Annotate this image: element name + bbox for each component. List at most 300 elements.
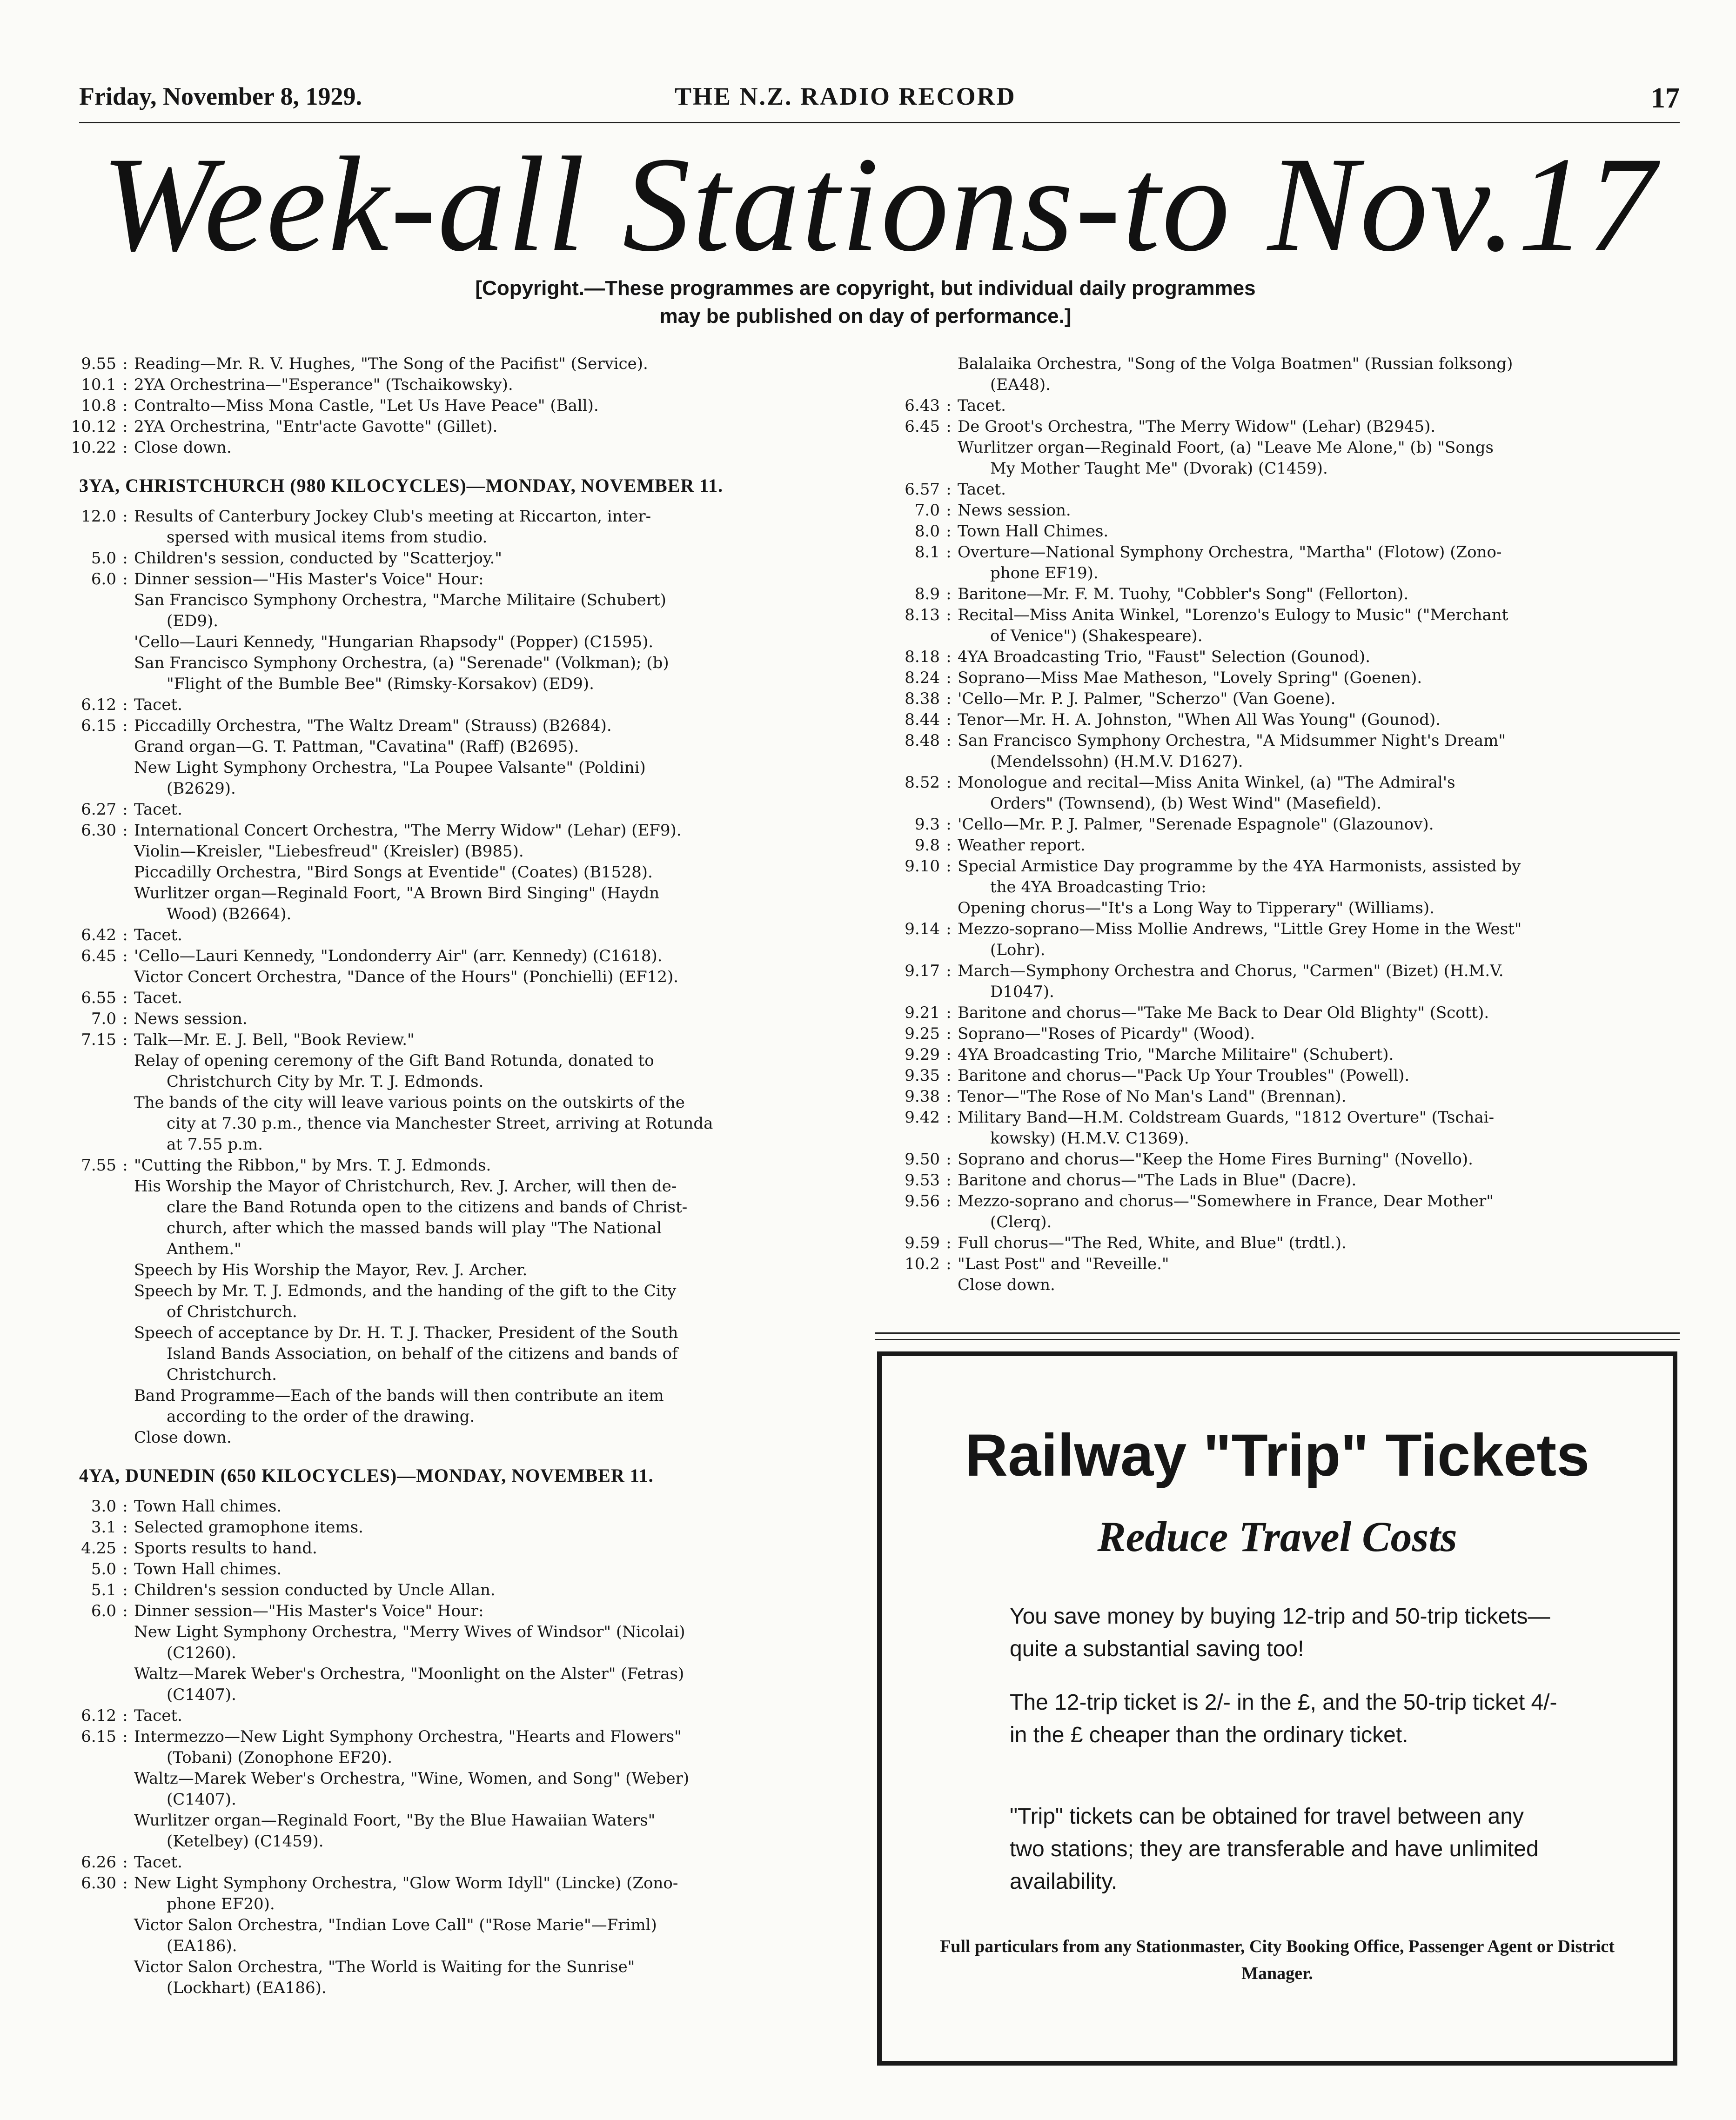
- programme-text: [134, 988, 851, 1009]
- programme-line: 4YA Broadcasting Trio, "Faust" Selection (Gounod).: [958, 648, 1371, 666]
- programme-text: [134, 569, 851, 590]
- programme-subline: Speech of acceptance by Dr. H. T. J. Thacker, President of the South: [134, 1324, 678, 1342]
- programme-item: [875, 1023, 1675, 1044]
- issue-date: Friday, November 8, 1929.: [79, 82, 362, 110]
- programme-item: [875, 835, 1675, 856]
- time-separator: :: [946, 480, 952, 499]
- programme-item: [51, 354, 851, 375]
- programme-time: 7.55: [81, 1156, 116, 1175]
- programme-line: 'Cello—Mr. P. J. Palmer, "Serenade Espagnole" (Glazounov).: [958, 815, 1434, 834]
- programme-item: [875, 668, 1675, 689]
- programme-line: Mezzo-soprano and chorus—"Somewhere in France, Dear Mother": [958, 1192, 1494, 1210]
- header-rule: [79, 122, 1680, 123]
- programme-item: [51, 1030, 851, 1050]
- programme-subline: city at 7.30 p.m., thence via Manchester Street, arriving at Rotunda: [167, 1114, 713, 1133]
- time-separator: :: [122, 354, 128, 373]
- programme-subitem: [51, 967, 851, 988]
- programme-time: 9.53: [905, 1171, 940, 1190]
- programme-time: 7.0: [914, 501, 940, 520]
- programme-time: 9.25: [905, 1024, 940, 1043]
- programme-subitem: [51, 1622, 851, 1664]
- programme-item: [875, 605, 1675, 647]
- programme-subitem: [51, 1768, 851, 1810]
- programme-list-4ya: [51, 1496, 851, 1999]
- programme-line: Monologue and recital—Miss Anita Winkel, (a) "The Admiral's: [958, 773, 1455, 792]
- programme-item: [875, 689, 1675, 709]
- programme-line: Tacet.: [134, 926, 182, 944]
- programme-line: 2YA Orchestrina—"Esperance" (Tschaikowsky).: [134, 375, 513, 394]
- left-column: [51, 354, 851, 1999]
- programme-subline: The bands of the city will leave various points on the outskirts of the: [134, 1093, 685, 1112]
- programme-line: spersed with musical items from studio.: [167, 528, 488, 547]
- programme-line: Full chorus—"The Red, White, and Blue" (trdtl.).: [958, 1234, 1347, 1252]
- lead-item: [875, 354, 1675, 395]
- page-headline: Week-all Stations-to Nov.17: [101, 129, 1657, 280]
- programme-time: 6.0: [91, 570, 116, 589]
- programme-text: [134, 1517, 851, 1538]
- programme-subline: (Ketelbey) (C1459).: [167, 1832, 324, 1851]
- programme-line: "Last Post" and "Reveille.": [958, 1255, 1169, 1273]
- programme-line: Baritone and chorus—"Pack Up Your Troubles" (Powell).: [958, 1066, 1410, 1085]
- programme-text: [134, 1852, 851, 1873]
- programme-time: 9.10: [905, 857, 940, 876]
- programme-time: 9.38: [905, 1087, 940, 1106]
- programme-line: New Light Symphony Orchestra, "Glow Worm Idyll" (Lincke) (Zono-: [134, 1874, 678, 1893]
- programme-text: [958, 1065, 1675, 1086]
- programme-item: [51, 569, 851, 590]
- programme-text: [958, 1044, 1675, 1065]
- programme-line: Talk—Mr. E. J. Bell, "Book Review.": [134, 1030, 415, 1049]
- time-separator: :: [946, 1087, 952, 1106]
- programme-subline: Wurlitzer organ—Reginald Foort, "A Brown Bird Singing" (Haydn: [134, 884, 660, 903]
- time-separator: :: [122, 1602, 128, 1620]
- programme-item: [875, 521, 1675, 542]
- programme-text: [134, 1580, 851, 1601]
- programme-item: [875, 1044, 1675, 1065]
- programme-line: Special Armistice Day programme by the 4YA Harmonists, assisted by: [958, 857, 1521, 876]
- programme-line: News session.: [134, 1010, 248, 1028]
- programme-item: [875, 919, 1675, 961]
- programme-text: [134, 1538, 851, 1559]
- programme-text: [134, 548, 851, 569]
- programme-item: [51, 716, 851, 736]
- time-separator: :: [946, 836, 952, 855]
- programme-subline: of Christchurch.: [167, 1303, 297, 1321]
- programme-item: [875, 647, 1675, 668]
- programme-time: 5.0: [91, 1560, 116, 1578]
- time-separator: :: [946, 1255, 952, 1273]
- programme-time: 5.0: [91, 549, 116, 568]
- programme-line: Children's session, conducted by "Scatterjoy.": [134, 549, 502, 568]
- programme-time: 8.38: [905, 689, 940, 708]
- programme-subitem: [51, 1092, 851, 1155]
- programme-subline: (B2629).: [167, 779, 236, 798]
- programme-subitem: [51, 1427, 851, 1448]
- programme-text: [134, 695, 851, 716]
- programme-item: [51, 946, 851, 967]
- programme-text: [134, 1601, 851, 1622]
- carryover-list: [51, 354, 851, 458]
- programme-subline: (C1407).: [167, 1685, 236, 1704]
- programme-text: [958, 856, 1675, 898]
- programme-item: [51, 416, 851, 437]
- time-separator: :: [122, 947, 128, 965]
- programme-line: Baritone—Mr. F. M. Tuohy, "Cobbler's Song" (Fellorton).: [958, 585, 1409, 603]
- programme-line: (Mendelssohn) (H.M.V. D1627).: [990, 752, 1243, 771]
- programme-text: [958, 1086, 1675, 1107]
- programme-text: [958, 500, 1675, 521]
- programme-line: Tacet.: [134, 1853, 182, 1872]
- programme-subitem: [51, 1260, 851, 1281]
- copyright-notice: [Copyright.—These programmes are copyright, but individual daily programmes may be published on day of performance.]: [475, 277, 1256, 328]
- programme-text: [958, 961, 1675, 1003]
- programme-list-4ya-cont: [875, 395, 1675, 1296]
- programme-subitem: [51, 736, 851, 757]
- programme-item: [875, 479, 1675, 500]
- programme-line: Soprano and chorus—"Keep the Home Fires Burning" (Novello).: [958, 1150, 1473, 1169]
- programme-time: 7.15: [81, 1030, 116, 1049]
- programme-text: [134, 395, 851, 416]
- programme-line: Tacet.: [134, 989, 182, 1007]
- programme-list-3ya: [51, 506, 851, 1448]
- programme-line: Tacet.: [958, 396, 1006, 415]
- programme-time: 9.59: [905, 1234, 940, 1252]
- programme-subline: 'Cello—Lauri Kennedy, "Hungarian Rhapsody" (Popper) (C1595).: [134, 633, 654, 651]
- programme-time: 9.42: [905, 1108, 940, 1127]
- programme-text: [134, 1559, 851, 1580]
- programme-subitem: [51, 1176, 851, 1260]
- ad-rule-thick: [875, 1332, 1680, 1334]
- programme-time: 6.57: [905, 480, 940, 499]
- programme-time: 6.43: [905, 396, 940, 415]
- programme-subline: Island Bands Association, on behalf of the citizens and bands of: [167, 1344, 678, 1363]
- programme-item: [51, 1517, 851, 1538]
- programme-text: [958, 1233, 1675, 1254]
- time-separator: :: [122, 1497, 128, 1516]
- programme-subline: Anthem.": [167, 1240, 241, 1258]
- programme-text: [958, 584, 1675, 605]
- programme-line: (Clerq).: [990, 1213, 1052, 1231]
- ad-rule-thin: [875, 1339, 1680, 1340]
- programme-line: phone EF19).: [990, 564, 1099, 582]
- programme-subitem: [51, 590, 851, 632]
- programme-subline: Christchurch City by Mr. T. J. Edmonds.: [167, 1072, 484, 1091]
- programme-subline: (C1407).: [167, 1790, 236, 1809]
- programme-line: Baritone and chorus—"The Lads in Blue" (Dacre).: [958, 1171, 1357, 1190]
- programme-subitem: [51, 841, 851, 862]
- time-separator: :: [122, 1853, 128, 1872]
- programme-time: 5.1: [91, 1581, 116, 1599]
- programme-line: Soprano—"Roses of Picardy" (Wood).: [958, 1024, 1255, 1043]
- programme-time: 6.30: [81, 1874, 116, 1893]
- programme-line: 'Cello—Mr. P. J. Palmer, "Scherzo" (Van Goene).: [958, 689, 1336, 708]
- programme-line: Orders" (Townsend), (b) West Wind" (Masefield).: [990, 794, 1382, 813]
- programme-item: [51, 1705, 851, 1726]
- programme-line: Overture—National Symphony Orchestra, "Martha" (Flotow) (Zono-: [958, 543, 1502, 562]
- programme-text: [958, 1107, 1675, 1149]
- programme-item: [51, 1580, 851, 1601]
- programme-subline: Violin—Kreisler, "Liebesfreud" (Kreisler) (B985).: [134, 842, 524, 861]
- programme-line: Contralto—Miss Mona Castle, "Let Us Have Peace" (Ball).: [134, 396, 599, 415]
- ad-paragraph: You save money by buying 12-trip and 50-trip tickets—quite a substantial saving too!: [1010, 1604, 1550, 1661]
- programme-item: [875, 772, 1675, 814]
- programme-line: News session.: [958, 501, 1071, 520]
- programme-line: Sports results to hand.: [134, 1539, 317, 1558]
- programme-time: 8.44: [905, 710, 940, 729]
- time-separator: :: [946, 773, 952, 792]
- programme-line: 'Cello—Lauri Kennedy, "Londonderry Air" (arr. Kennedy) (C1618).: [134, 947, 663, 965]
- programme-subitem: [51, 862, 851, 883]
- programme-subitem: [51, 653, 851, 695]
- programme-text: [958, 521, 1675, 542]
- programme-subline: Christchurch.: [167, 1365, 277, 1384]
- programme-subitem: [51, 1810, 851, 1852]
- programme-time: 8.52: [905, 773, 940, 792]
- programme-text: [134, 820, 851, 841]
- time-separator: :: [946, 731, 952, 750]
- time-separator: :: [946, 1234, 952, 1252]
- programme-subitem: [51, 1050, 851, 1092]
- time-separator: :: [946, 1045, 952, 1064]
- time-separator: :: [946, 585, 952, 603]
- programme-line: Tenor—Mr. H. A. Johnston, "When All Was Young" (Gounod).: [958, 710, 1441, 729]
- programme-subitem: [875, 898, 1675, 919]
- time-separator: :: [946, 1192, 952, 1210]
- time-separator: :: [122, 507, 128, 526]
- time-separator: :: [122, 1874, 128, 1893]
- time-separator: :: [946, 669, 952, 687]
- programme-item: [51, 1873, 851, 1915]
- programme-time: 4.25: [81, 1539, 116, 1558]
- programme-text: [958, 772, 1675, 814]
- programme-item: [51, 375, 851, 395]
- programme-time: 6.15: [81, 1727, 116, 1746]
- programme-line: kowsky) (H.M.V. C1369).: [990, 1129, 1189, 1148]
- programme-line: "Cutting the Ribbon," by Mrs. T. J. Edmonds.: [134, 1156, 491, 1175]
- programme-text: [958, 709, 1675, 730]
- programme-time: 8.13: [905, 606, 940, 624]
- ad-paragraph: "Trip" tickets can be obtained for travel between any two stations; they are transferable and have unlimited availability.: [1010, 1804, 1539, 1894]
- time-separator: :: [946, 1003, 952, 1022]
- programme-text: [134, 1155, 851, 1176]
- programme-subitem: [51, 1664, 851, 1705]
- programme-item: [875, 416, 1675, 437]
- programme-line: Town Hall chimes.: [134, 1560, 282, 1578]
- time-separator: :: [122, 1156, 128, 1175]
- programme-text: [134, 506, 851, 548]
- programme-text: [134, 354, 851, 375]
- time-separator: :: [122, 716, 128, 735]
- programme-subline: according to the order of the drawing.: [167, 1407, 475, 1426]
- programme-time: 3.0: [91, 1497, 116, 1516]
- programme-text: [134, 416, 851, 437]
- time-separator: :: [946, 417, 952, 436]
- programme-item: [875, 1233, 1675, 1254]
- time-separator: :: [946, 501, 952, 520]
- programme-subline: Band Programme—Each of the bands will then contribute an item: [134, 1386, 664, 1405]
- programme-time: 8.1: [914, 543, 940, 562]
- programme-text: [134, 1496, 851, 1517]
- programme-text: [958, 542, 1675, 584]
- programme-time: 9.35: [905, 1066, 940, 1085]
- programme-line: Baritone and chorus—"Take Me Back to Dear Old Blighty" (Scott).: [958, 1003, 1489, 1022]
- programme-text: [958, 919, 1675, 961]
- programme-subline: clare the Band Rotunda open to the citizens and bands of Christ-: [167, 1198, 688, 1217]
- programme-text: [958, 416, 1675, 437]
- programme-line: Tacet.: [134, 696, 182, 714]
- programme-time: 10.8: [81, 396, 116, 415]
- programme-text: [958, 1254, 1675, 1275]
- programme-item: [51, 1538, 851, 1559]
- programme-line: March—Symphony Orchestra and Chorus, "Carmen" (Bizet) (H.M.V.: [958, 962, 1504, 980]
- programme-item: [51, 1852, 851, 1873]
- time-separator: :: [946, 857, 952, 876]
- programme-line: De Groot's Orchestra, "The Merry Widow" (Lehar) (B2945).: [958, 417, 1436, 436]
- time-separator: :: [122, 1518, 128, 1537]
- programme-subline: Wood) (B2664).: [167, 905, 292, 923]
- programme-time: 9.14: [905, 920, 940, 938]
- programme-time: 6.45: [81, 947, 116, 965]
- programme-line: 4YA Broadcasting Trio, "Marche Militaire" (Schubert).: [958, 1045, 1394, 1064]
- programme-item: [51, 437, 851, 458]
- programme-time: 6.15: [81, 716, 116, 735]
- programme-subitem: [875, 437, 1675, 479]
- programme-line: Results of Canterbury Jockey Club's meeting at Riccarton, inter-: [134, 507, 651, 526]
- programme-item: [51, 925, 851, 946]
- programme-text: [958, 1170, 1675, 1191]
- programme-time: 10.12: [71, 417, 116, 436]
- programme-subitem: [51, 1957, 851, 1999]
- programme-subitem: [51, 1385, 851, 1427]
- programme-line: Reading—Mr. R. V. Hughes, "The Song of the Pacifist" (Service).: [134, 354, 648, 373]
- programme-text: [134, 1873, 851, 1915]
- programme-time: 8.0: [914, 522, 940, 541]
- programme-time: 9.21: [905, 1003, 940, 1022]
- programme-line: Close down.: [134, 438, 232, 457]
- programme-line: Dinner session—"His Master's Voice" Hour:: [134, 570, 484, 589]
- programme-subline: at 7.55 p.m.: [167, 1135, 263, 1154]
- ad-footer: Full particulars from any Stationmaster, City Booking Office, Passenger Agent or District Manager.: [940, 1937, 1615, 1983]
- time-separator: :: [122, 926, 128, 944]
- programme-text: [958, 1023, 1675, 1044]
- programme-time: 9.50: [905, 1150, 940, 1169]
- programme-text: [134, 716, 851, 736]
- time-separator: :: [946, 1171, 952, 1190]
- programme-line: Intermezzo—New Light Symphony Orchestra, "Hearts and Flowers": [134, 1727, 682, 1746]
- time-separator: :: [946, 1150, 952, 1169]
- programme-text: [134, 925, 851, 946]
- time-separator: :: [946, 1024, 952, 1043]
- time-separator: :: [946, 920, 952, 938]
- programme-line: Selected gramophone items.: [134, 1518, 363, 1537]
- time-separator: :: [122, 821, 128, 840]
- programme-item: [875, 1149, 1675, 1170]
- programme-item: [51, 695, 851, 716]
- programme-subitem: [51, 757, 851, 799]
- programme-subline: Grand organ—G. T. Pattman, "Cavatina" (Raff) (B2695).: [134, 737, 579, 756]
- programme-line: Tacet.: [958, 480, 1006, 499]
- programme-line: Dinner session—"His Master's Voice" Hour:: [134, 1602, 484, 1620]
- programme-text: [134, 946, 851, 967]
- time-separator: :: [946, 962, 952, 980]
- programme-time: 9.55: [81, 354, 116, 373]
- publication-name: THE N.Z. RADIO RECORD: [675, 82, 1016, 110]
- programme-time: 6.12: [81, 696, 116, 714]
- time-separator: :: [946, 606, 952, 624]
- programme-time: 6.55: [81, 989, 116, 1007]
- programme-item: [51, 1726, 851, 1768]
- programme-text: [958, 1191, 1675, 1233]
- time-separator: :: [122, 696, 128, 714]
- programme-time: 3.1: [91, 1518, 116, 1537]
- programme-text: [958, 647, 1675, 668]
- programme-subitem: [51, 1281, 851, 1323]
- programme-time: 9.56: [905, 1192, 940, 1210]
- time-separator: :: [946, 648, 952, 666]
- programme-time: 8.18: [905, 648, 940, 666]
- programme-subline: San Francisco Symphony Orchestra, "Marche Militaire (Schubert): [134, 591, 666, 609]
- time-separator: :: [122, 1010, 128, 1028]
- page-number: 17: [1651, 82, 1680, 114]
- programme-subline: (EA48).: [990, 375, 1051, 394]
- time-separator: :: [122, 396, 128, 415]
- programme-line: phone EF20).: [167, 1895, 275, 1913]
- programme-subline: Speech by His Worship the Mayor, Rev. J. Archer.: [134, 1261, 528, 1279]
- programme-subline: Wurlitzer organ—Reginald Foort, (a) "Leave Me Alone," (b) "Songs: [958, 438, 1494, 457]
- programme-subline: (C1260).: [167, 1644, 236, 1662]
- programme-item: [875, 1170, 1675, 1191]
- programme-line: D1047).: [990, 983, 1054, 1001]
- time-separator: :: [122, 1539, 128, 1558]
- programme-text: [134, 1030, 851, 1050]
- programme-time: 9.17: [905, 962, 940, 980]
- programme-item: [51, 820, 851, 841]
- time-separator: :: [122, 1706, 128, 1725]
- programme-line: Recital—Miss Anita Winkel, "Lorenzo's Eulogy to Music" ("Merchant: [958, 606, 1508, 624]
- programme-subline: Speech by Mr. T. J. Edmonds, and the handing of the gift to the City: [134, 1282, 677, 1300]
- programme-line: of Venice") (Shakespeare).: [990, 627, 1203, 645]
- programme-text: [958, 689, 1675, 709]
- programme-line: the 4YA Broadcasting Trio:: [990, 878, 1206, 896]
- programme-subitem: [51, 632, 851, 653]
- programme-item: [51, 988, 851, 1009]
- programme-time: 6.45: [905, 417, 940, 436]
- programme-subline: New Light Symphony Orchestra, "La Poupee Valsante" (Poldini): [134, 758, 646, 777]
- programme-subline: Waltz—Marek Weber's Orchestra, "Wine, Women, and Song" (Weber): [134, 1769, 690, 1788]
- time-separator: :: [946, 522, 952, 541]
- programme-subline: Relay of opening ceremony of the Gift Band Rotunda, donated to: [134, 1051, 654, 1070]
- time-separator: :: [946, 689, 952, 708]
- programme-item: [875, 500, 1675, 521]
- programme-line: Piccadilly Orchestra, "The Waltz Dream" (Strauss) (B2684).: [134, 716, 612, 735]
- programme-item: [51, 395, 851, 416]
- programme-text: [958, 395, 1675, 416]
- railway-advertisement: [877, 1351, 1677, 2066]
- programme-text: [958, 730, 1675, 772]
- programme-item: [51, 799, 851, 820]
- programme-subline: Wurlitzer organ—Reginald Foort, "By the Blue Hawaiian Waters": [134, 1811, 656, 1830]
- programme-subline: Opening chorus—"It's a Long Way to Tipperary" (Williams).: [958, 899, 1434, 917]
- programme-item: [875, 1065, 1675, 1086]
- programme-time: 10.2: [905, 1255, 940, 1273]
- programme-time: 6.0: [91, 1602, 116, 1620]
- programme-time: 6.30: [81, 821, 116, 840]
- programme-text: [958, 1149, 1675, 1170]
- programme-line: (Tobani) (Zonophone EF20).: [167, 1748, 393, 1767]
- programme-time: 9.8: [914, 836, 940, 855]
- programme-item: [875, 395, 1675, 416]
- time-separator: :: [122, 989, 128, 1007]
